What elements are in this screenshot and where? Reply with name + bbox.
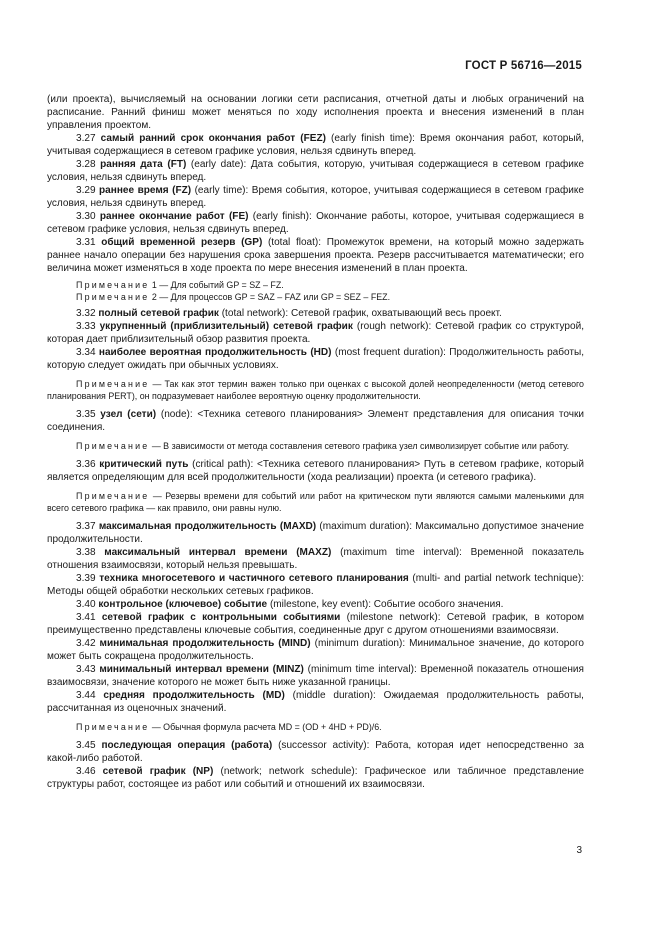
term-3-28: 3.28 ранняя дата (FT) (early date): Дата события, которую, учитывая содержащиеся в сетевом графике условия, нельзя сдвинуть вперед. — [47, 159, 585, 183]
term-3-33: 3.33 укрупненный (приблизительный) сетевой график (rough network): Сетевой график со структурой, которая дает приблизительный обзор развития проекта. — [47, 321, 584, 345]
note-3-31-1: Примечание 1 — Для событий GP = SZ – FZ. — [76, 280, 284, 290]
note-3-35: Примечание — В зависимости от метода составления сетевого графика узел символизирует событие или работу. — [76, 441, 570, 451]
intro-paragraph: (или проекта), вычисляемый на основании логики сети расписания, отчетной даты и любых ограничений на расписание. Ранний финиш может меняться по ходу исполнения проекта и внесения изменений в план управления проектом. — [47, 94, 584, 131]
page-number: 3 — [576, 845, 582, 856]
term-3-39: 3.39 техника многосетевого и частичного сетевого планирования (multi- and partial network technique): Методы общей обработки нескольких сетевых графиков. — [47, 573, 584, 597]
term-3-42: 3.42 минимальная продолжительность (MIND) (minimum duration): Минимальное значение, до которого может быть сокращена продолжительность. — [47, 638, 584, 662]
term-3-30: 3.30 раннее окончание работ (FE) (early finish): Окончание работы, которое, учитывая содержащиеся в сетевом графике условия, нельзя сдвинуть вперед. — [47, 211, 584, 235]
term-3-41: 3.41 сетевой график с контрольными событиями (milestone network): Сетевой график, в котором преимущественно представлены ключевые события, соединенные друг с другом отношениями взаимосвязи. — [47, 612, 584, 636]
term-3-45: 3.45 последующая операция (работа) (successor activity): Работа, которая идет непосредственно за какой-либо работой. — [47, 740, 584, 764]
term-3-43: 3.43 минимальный интервал времени (MINZ) (minimum time interval): Временной показатель отношения взаимосвязи, значение которого не может быть ниже указанной границы. — [47, 664, 584, 688]
note-3-36: Примечание — Резервы времени для событий или работ на критическом пути являются самыми маленькими для всего сетевого графика — как правило, они равны нулю. — [47, 491, 584, 513]
term-3-36: 3.36 критический путь (critical path): <Техника сетевого планирования> Путь в сетевом графике, который является определяющим для всей продолжительности (хода реализации) проекта (и сетевого графика). — [47, 459, 584, 483]
term-3-27: 3.27 самый ранний срок окончания работ (FEZ) (early finish time): Время окончания работ, который, учитывая содержащиеся в сетевом графике условия, нельзя сдвинуть вперед. — [47, 133, 584, 157]
note-3-31-2: Примечание 2 — Для процессов GP = SAZ – FAZ или GP = SEZ – FEZ. — [76, 292, 391, 302]
term-3-31: 3.31 общий временной резерв (GP) (total float): Промежуток времени, на который можно задержать раннее начало операции без нарушения срока завершения проекта. Резерв рассчитывается математически; его величина может изменяться в ходе проекта по мере внесения изменений в план проекта. — [47, 237, 584, 274]
note-3-34: Примечание — Так как этот термин важен только при оценках с высокой долей неопределенности (метод сетевого планирования PERT), он подразумевает наиболее вероятную оценку продолжительности. — [47, 379, 584, 401]
term-3-40: 3.40 контрольное (ключевое) событие (milestone, key event): Событие особого значения. — [76, 599, 504, 610]
term-3-34: 3.34 наиболее вероятная продолжительность (HD) (most frequent duration): Продолжительность работы, которую следует ожидать при обычных условиях. — [47, 347, 584, 371]
document-body — [47, 93, 584, 791]
term-3-44: 3.44 средняя продолжительность (MD) (middle duration): Ожидаемая продолжительность работы, рассчитанная из оценочных значений. — [47, 690, 584, 714]
term-3-32: 3.32 полный сетевой график (total network): Сетевой график, охватывающий весь проект. — [76, 308, 502, 319]
term-3-35: 3.35 узел (сети) (node): <Техника сетевого планирования> Элемент представления для описания точки соединения. — [47, 409, 584, 433]
term-3-38: 3.38 максимальный интервал времени (MAXZ) (maximum time interval): Временной показатель отношения взаимосвязи, который нельзя превышать. — [47, 547, 584, 571]
term-3-46: 3.46 сетевой график (NP) (network; network schedule): Графическое или табличное представление структуры работ, состоящее из работ или событий и отношений их взаимосвязи. — [47, 766, 584, 790]
note-3-44: Примечание — Обычная формула расчета MD = (OD + 4HD + PD)/6. — [76, 722, 382, 732]
term-3-29: 3.29 раннее время (FZ) (early time): Время события, которое, учитывая содержащиеся в сетевом графике условия, нельзя сдвинуть вперед. — [47, 185, 584, 209]
term-3-37: 3.37 максимальная продолжительность (MAXD) (maximum duration): Максимально допустимое значение продолжительности. — [47, 521, 584, 545]
document-id: ГОСТ Р 56716—2015 — [465, 60, 582, 72]
